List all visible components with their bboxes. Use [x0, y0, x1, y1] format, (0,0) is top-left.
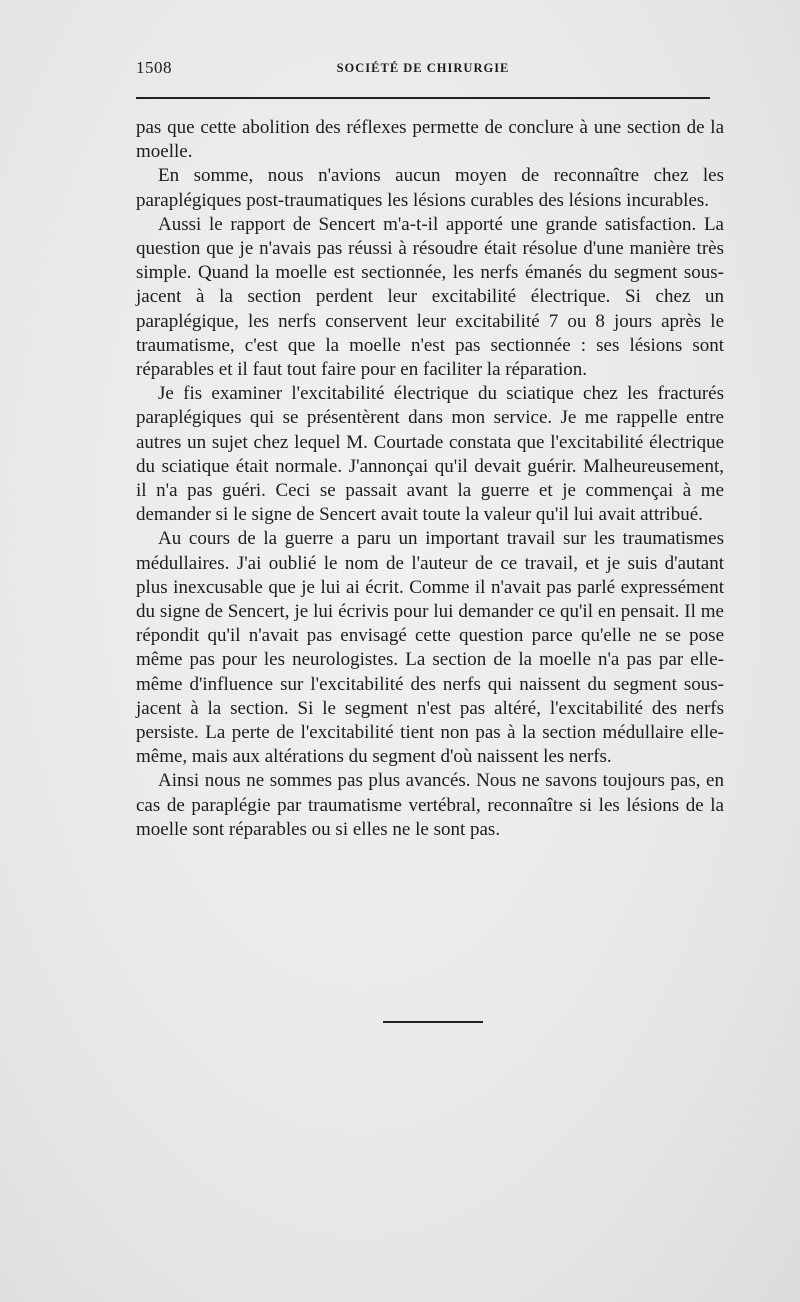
- paragraph-continuation: pas que cette abolition des réflexes permette de conclure à une section de la moelle.: [136, 117, 724, 163]
- running-title: SOCIÉTÉ DE CHIRURGIE: [336, 61, 510, 75]
- paragraph: Je fis examiner l'excitabilité électrique du sciatique chez les fracturés paraplégiques qui se présentèrent dans mon service. Je me rappelle entre autres un sujet chez lequel M. Courtade constata que l'excitabilité électrique du sciatique était normale. J'annonçai qu'il devait guérir. Malheureusement, il n'a pas guéri. Ceci se passait avant la guerre et je commençai à me demander si le signe de Sencert avait toute la valeur qu'il lui avait attribué.: [136, 383, 724, 526]
- header-rule: [136, 97, 710, 99]
- paragraph: Ainsi nous ne sommes pas plus avancés. Nous ne savons toujours pas, en cas de paraplégie par traumatisme vertébral, reconnaître si les lésions de la moelle sont réparables ou si elles ne le sont pas.: [136, 770, 724, 840]
- paragraph: En somme, nous n'avions aucun moyen de reconnaître chez les paraplégiques post-traumatiques les lésions curables des lésions incurables.: [136, 165, 724, 211]
- page-number: 1508: [136, 58, 172, 77]
- paragraph: Aussi le rapport de Sencert m'a-t-il apporté une grande satisfaction. La question que je n'avais pas réussi à résoudre était résolue d'une manière très simple. Quand la moelle est sectionnée, les nerfs émanés du segment sous-jacent à la section perdent leur excitabilité électrique. Si chez un paraplégique, les nerfs conservent leur excitabilité 7 ou 8 jours après le traumatisme, c'est que la moelle n'est pas sectionnée : ses lésions sont réparables et il faut tout faire pour en faciliter la réparation.: [136, 213, 724, 381]
- paragraph: Au cours de la guerre a paru un important travail sur les traumatismes médullaires. J'ai oublié le nom de l'auteur de ce travail, et je suis d'autant plus inexcusable que je lui ai écrit. Comme il n'avait pas parlé expressément du signe de Sencert, je lui écrivis pour lui demander ce qu'il en pensait. Il me répondit qu'il n'avait pas envisagé cette question parce qu'elle ne se pose même pas pour les neurologistes. La section de la moelle n'a pas par elle-même d'influence sur l'excitabilité des nerfs qui naissent du segment sous-jacent à la section. Si le segment n'est pas altéré, l'excitabilité des nerfs persiste. La perte de l'excitabilité tient non pas à la section médullaire elle-même, mais aux altérations du segment d'où naissent les nerfs.: [136, 528, 724, 768]
- section-end-rule: [383, 1021, 483, 1023]
- page-header: [136, 58, 710, 88]
- body-text: [136, 116, 724, 842]
